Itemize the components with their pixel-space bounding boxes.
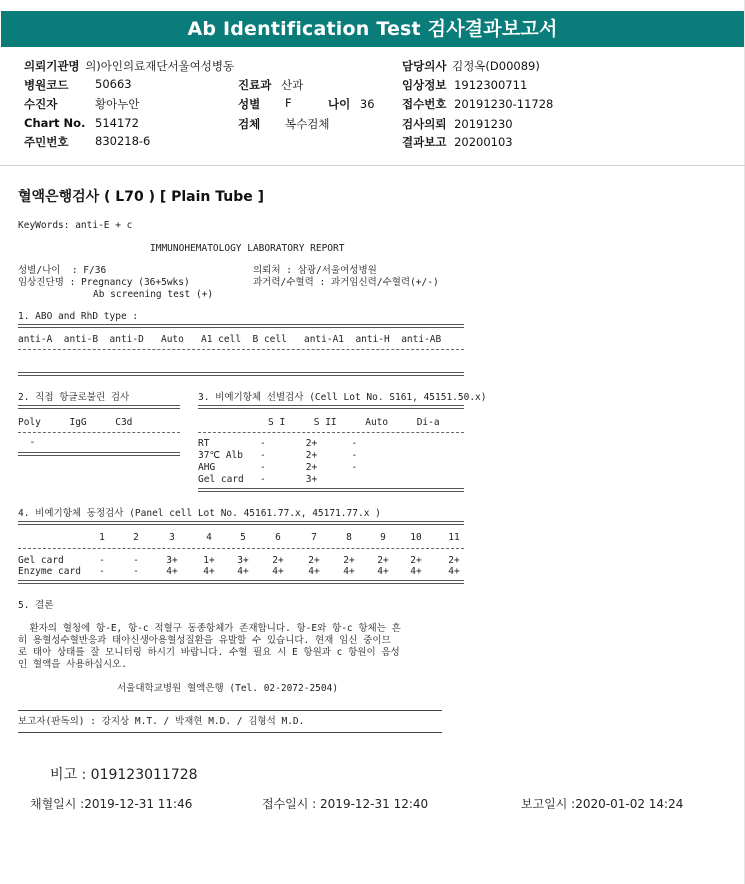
hcode-value: 50663	[95, 77, 132, 91]
s4-rule-bottom	[18, 580, 464, 584]
s4-gel-value: 2+	[410, 555, 422, 566]
doctor-label: 담당의사	[402, 59, 447, 73]
s4-column-number: 9	[380, 532, 386, 543]
s4-gel-value: -	[99, 555, 105, 566]
specimen-field	[238, 116, 260, 132]
s2-header: Poly IgG C3d	[18, 417, 133, 428]
chart-value: 514172	[95, 116, 139, 130]
s5-line: 로 태아 상태를 잘 모니터링 하시기 바랍니다. 수혈 필요 시 E 항원과 c 항원이 음성	[18, 647, 400, 658]
s4-gel-value: 1+	[203, 555, 215, 566]
s3-title: 3. 비예기항체 선별검사 (Cell Lot No. S161, 45151.50.x)	[198, 392, 487, 403]
hospital-value: 의)아인의료재단서울여성병동	[85, 59, 235, 73]
age-label: 나이	[328, 97, 351, 111]
s3-rule-bottom	[198, 488, 464, 492]
diagnosis-detail: Ab screening test (+)	[93, 289, 214, 300]
patient-value: 황아누안	[95, 97, 140, 111]
s4-column-number: 10	[410, 532, 422, 543]
s3-row-name: AHG	[198, 462, 216, 473]
s5-title: 5. 결론	[18, 600, 54, 611]
request-value: 20191230	[454, 117, 513, 131]
s4-enzyme-value: 4+	[308, 566, 320, 577]
receipt-label: 접수번호	[402, 97, 447, 111]
s4-column-number: 5	[240, 532, 246, 543]
s4-enzyme-value: 4+	[237, 566, 249, 577]
s3-row-vals: - 2+ -	[260, 462, 358, 473]
s4-column-number: 4	[206, 532, 212, 543]
s3-row-name: Gel card	[198, 474, 244, 485]
s4-enzyme-label: Enzyme card	[18, 566, 81, 577]
clinical-label: 임상정보	[402, 78, 447, 92]
reporter: 보고자(판독의) : 강지상 M.T. / 박재현 M.D. / 김형석 M.D.	[18, 716, 305, 727]
s4-gel-value: 3+	[166, 555, 178, 566]
rrn-value: 830218-6	[95, 134, 151, 148]
s4-column-number: 11	[448, 532, 460, 543]
s3-row-name: 37℃ Alb	[198, 450, 243, 461]
s5-line: 인 혈액을 사용하십시오.	[18, 659, 127, 670]
reported-time: 보고일시 :2020-01-02 14:24	[521, 797, 684, 811]
dept-field	[238, 77, 303, 93]
report-date-value: 20200103	[454, 135, 513, 149]
received-time: 접수일시 : 2019-12-31 12:40	[262, 797, 429, 811]
s2-rule-top	[18, 405, 180, 409]
s4-enzyme-value: 4+	[166, 566, 178, 577]
receipt-field	[402, 96, 553, 112]
report-date-field	[402, 134, 513, 150]
report-title: Ab Identification Test 검사결과보고서	[1, 11, 744, 47]
clinical-field	[402, 77, 527, 93]
s3-row-vals: - 3+	[260, 474, 318, 485]
s4-gel-value: 2+	[448, 555, 460, 566]
patient-field	[24, 96, 57, 112]
header-divider	[0, 165, 745, 166]
blood-bank-contact: 서울대학교병원 혈액은행 (Tel. 02-2072-2504)	[117, 683, 339, 694]
specimen-label: 검체	[238, 117, 261, 131]
s4-enzyme-value: 4+	[448, 566, 460, 577]
referrer: 의뢰처 : 삼광/서울여성병원	[253, 265, 377, 276]
s4-title: 4. 비예기항체 동정검사 (Panel cell Lot No. 45161.77.x, 45171.77.x )	[18, 508, 381, 519]
age-value: 36	[359, 97, 375, 111]
s4-column-number: 3	[169, 532, 175, 543]
doctor-field	[402, 58, 540, 74]
s4-enzyme-value: 4+	[410, 566, 422, 577]
chart-field	[24, 116, 85, 130]
request-field	[402, 116, 513, 132]
s5-line: 히 용혈성수혈반응과 태아신생아용혈성질환을 유발할 수 있습니다. 현재 임신 중이므	[18, 635, 391, 646]
reporter-rule-top	[18, 710, 442, 711]
hcode-field	[24, 77, 68, 93]
s4-rule-mid	[18, 548, 464, 549]
rrn-label: 주민번호	[24, 135, 69, 149]
s4-gel-value: 2+	[308, 555, 320, 566]
s4-gel-value: 3+	[237, 555, 249, 566]
s5-line: 환자의 혈청에 항-E, 항-c 적혈구 동종항체가 존재합니다. 항-E와 항-c 항체는 흔	[18, 623, 401, 634]
s4-column-number: 6	[275, 532, 281, 543]
s3-row-vals: - 2+ -	[260, 438, 358, 449]
diagnosis: 임상진단명 : Pregnancy (36+5wks)	[18, 277, 190, 288]
section-title: 혈액은행검사 ( L70 ) [ Plain Tube ]	[18, 189, 265, 205]
s1-title: 1. ABO and RhD type :	[18, 311, 139, 322]
s1-rule-bottom	[18, 372, 464, 376]
clinical-value: 1912300711	[454, 78, 528, 92]
reporter-rule-bottom	[18, 732, 442, 733]
sex-age: 성별/나이 : F/36	[18, 265, 107, 276]
s4-enzyme-value: 4+	[343, 566, 355, 577]
s3-row-name: RT	[198, 438, 210, 449]
dept-value: 산과	[280, 78, 304, 92]
s2-value: -	[18, 437, 36, 448]
s3-row-vals: - 2+ -	[260, 450, 358, 461]
s4-column-number: 1	[99, 532, 105, 543]
hospital-field	[24, 58, 234, 74]
rrn-field	[24, 134, 68, 150]
s3-rule-top	[198, 405, 464, 409]
s4-gel-label: Gel card	[18, 555, 64, 566]
patient-label: 수진자	[24, 97, 58, 111]
s4-gel-value: 2+	[272, 555, 284, 566]
s1-header: anti-A anti-B anti-D Auto A1 cell B cell anti-A1 anti-H anti-AB	[18, 334, 442, 345]
s2-rule-bottom	[18, 452, 180, 456]
s4-column-number: 2	[133, 532, 139, 543]
specimen-value: 복수검체	[285, 117, 330, 131]
note: 비고 : 019123011728	[50, 767, 198, 783]
s2-rule-mid	[18, 432, 180, 433]
s4-gel-value: -	[133, 555, 139, 566]
s4-enzyme-value: 4+	[377, 566, 389, 577]
keywords: KeyWords: anti-E + c	[18, 220, 133, 231]
request-label: 검사의뢰	[402, 117, 447, 131]
age-field	[328, 96, 375, 112]
collected-time: 채혈일시 :2019-12-31 11:46	[30, 797, 193, 811]
chart-label: Chart No.	[24, 116, 86, 130]
s4-rule-top	[18, 521, 464, 525]
dept-label: 진료과	[238, 78, 272, 92]
hcode-label: 병원코드	[24, 78, 69, 92]
s2-title: 2. 직접 항글로불린 검사	[18, 392, 130, 403]
history: 과거력/수혈력 : 과거임신력/수혈력(+/-)	[253, 277, 439, 288]
s4-column-number: 8	[346, 532, 352, 543]
hospital-label: 의뢰기관명	[24, 59, 80, 73]
lab-report-title: IMMUNOHEMATOLOGY LABORATORY REPORT	[150, 243, 345, 254]
sex-value: F	[285, 96, 292, 110]
sex-label: 성별	[238, 97, 261, 111]
s4-enzyme-value: -	[99, 566, 105, 577]
s1-rule-mid	[18, 349, 464, 350]
sex-field	[238, 96, 260, 112]
s4-enzyme-value: 4+	[203, 566, 215, 577]
doctor-value: 김정옥(D00089)	[452, 59, 540, 73]
s4-gel-value: 2+	[377, 555, 389, 566]
s4-column-number: 7	[311, 532, 317, 543]
s4-gel-value: 2+	[343, 555, 355, 566]
s1-rule-top	[18, 324, 464, 328]
s4-enzyme-value: -	[133, 566, 139, 577]
report-date-label: 결과보고	[402, 135, 447, 149]
s4-enzyme-value: 4+	[272, 566, 284, 577]
s3-header: S I S II Auto Di-a	[268, 417, 440, 428]
s3-rule-mid	[198, 432, 464, 433]
receipt-value: 20191230-11728	[454, 97, 554, 111]
